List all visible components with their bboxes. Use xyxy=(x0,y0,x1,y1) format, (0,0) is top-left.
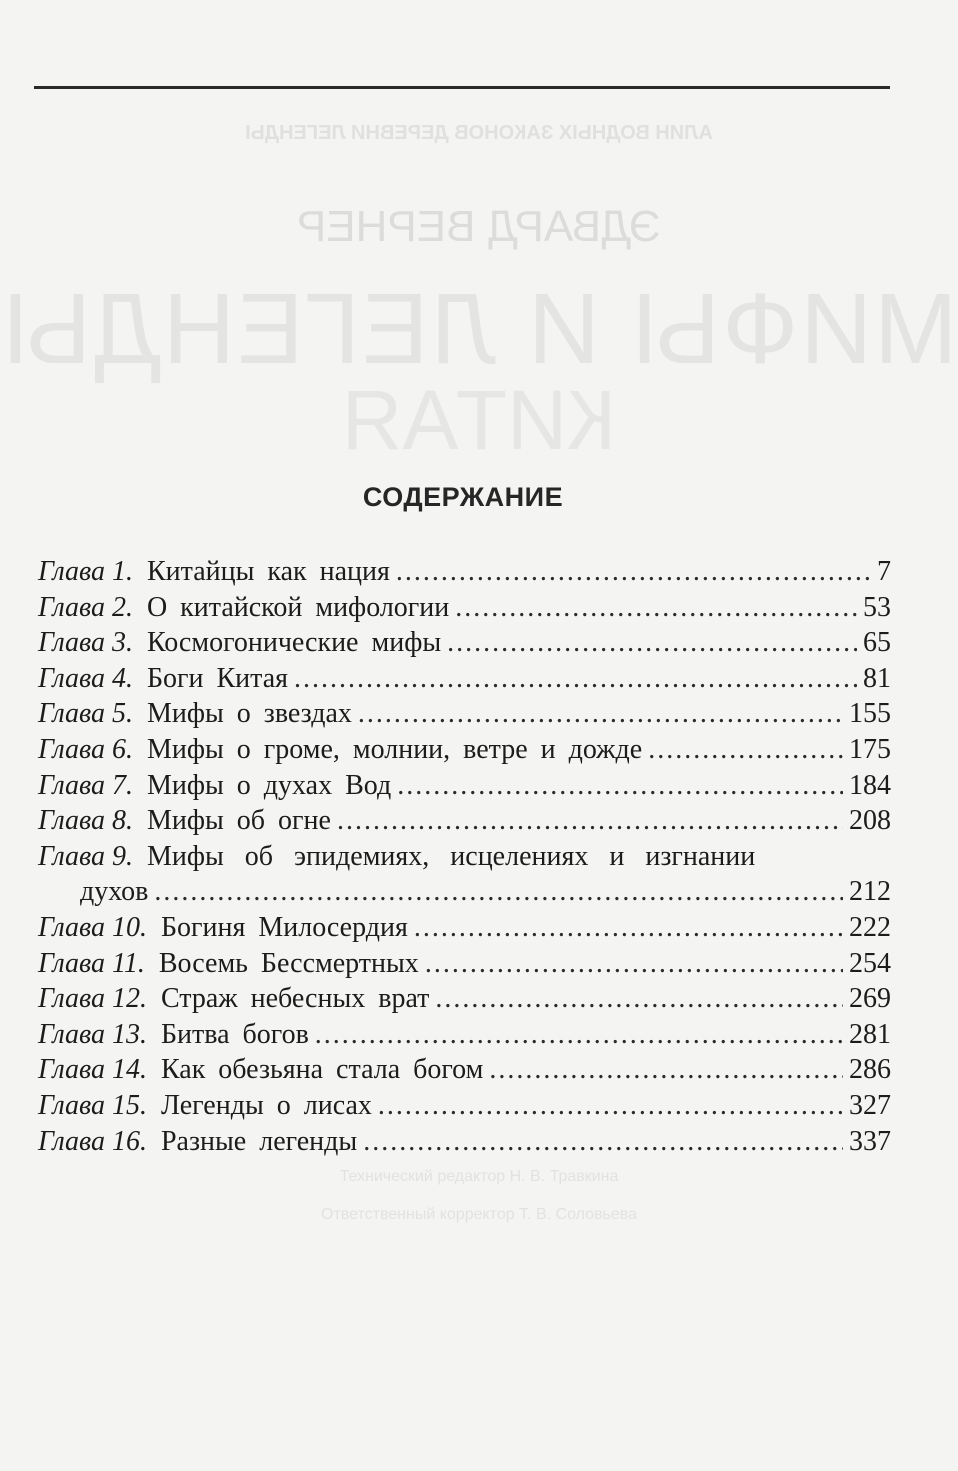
show-through-text: КИТАЯ xyxy=(341,373,617,467)
dot-leader xyxy=(489,1052,843,1088)
toc-entry[interactable] xyxy=(38,625,891,661)
page-number: 81 xyxy=(863,662,891,694)
dot-leader xyxy=(358,696,843,732)
chapter-title: Мифы об огне xyxy=(146,805,331,837)
dot-leader xyxy=(425,946,843,982)
toc-entry[interactable] xyxy=(38,554,891,590)
page-number: 155 xyxy=(849,698,891,730)
page-number: 269 xyxy=(849,983,891,1015)
dot-leader xyxy=(315,1017,843,1053)
toc-entry[interactable] xyxy=(38,910,891,946)
toc-entry-continuation[interactable] xyxy=(38,874,891,910)
show-through-text: ЭДВАРД ВЕРНЕР xyxy=(296,202,662,251)
page-number: 281 xyxy=(849,1018,891,1050)
page-number: 208 xyxy=(849,805,891,837)
top-rule xyxy=(34,86,890,89)
page-number: 222 xyxy=(849,911,891,943)
page-number: 184 xyxy=(849,769,891,801)
chapter-title: Китайцы как нация xyxy=(146,556,390,587)
toc-entry[interactable] xyxy=(38,696,891,732)
chapter-title: Мифы о громе, молнии, ветре и дожде xyxy=(146,733,643,765)
chapter-label: Глава 3. xyxy=(38,627,133,659)
show-through-text: Ответственный корректор Т. В. Соловьева xyxy=(321,1206,637,1223)
toc-entry[interactable] xyxy=(38,803,891,839)
chapter-label: Глава 10. xyxy=(38,911,147,943)
dot-leader xyxy=(414,910,843,946)
toc-heading: СОДЕРЖАНИЕ xyxy=(362,482,564,512)
chapter-label: Глава 8. xyxy=(38,805,133,837)
page-number: 327 xyxy=(849,1089,891,1121)
toc-entry[interactable] xyxy=(38,981,891,1017)
page-number: 212 xyxy=(849,876,891,908)
dot-leader xyxy=(648,732,843,768)
toc-entry[interactable] xyxy=(38,1052,891,1088)
show-through-text: Технический редактор Н. В. Травкина xyxy=(339,1168,619,1185)
dot-leader xyxy=(363,1124,843,1160)
chapter-title: Восемь Бессмертных xyxy=(158,947,419,979)
chapter-title: Битва богов xyxy=(160,1018,309,1050)
chapter-label: Глава 14. xyxy=(38,1054,147,1086)
dot-leader xyxy=(397,768,843,804)
chapter-title: Богиня Милосердия xyxy=(160,911,408,943)
chapter-title: Мифы об эпидемиях, исцелениях и изгнании xyxy=(146,840,756,872)
chapter-title: Легенды о лисах xyxy=(160,1089,372,1121)
chapter-label: Глава 13. xyxy=(38,1018,147,1050)
chapter-label: Глава 16. xyxy=(38,1125,147,1157)
toc-entry[interactable] xyxy=(38,1124,891,1160)
page-number: 53 xyxy=(863,591,891,623)
dot-leader xyxy=(435,981,843,1017)
toc-entry[interactable] xyxy=(38,946,891,982)
chapter-label: Глава 15. xyxy=(38,1089,147,1121)
dot-leader xyxy=(378,1088,843,1124)
chapter-label: Глава 4. xyxy=(38,662,133,694)
chapter-title-continuation: духов xyxy=(80,876,149,908)
chapter-label: Глава 2. xyxy=(38,591,133,623)
chapter-title: Космогонические мифы xyxy=(146,627,442,659)
page-number: 286 xyxy=(849,1054,891,1086)
dot-leader xyxy=(447,625,857,661)
toc-entry[interactable] xyxy=(38,732,891,768)
toc-entry[interactable] xyxy=(38,1088,891,1124)
chapter-title: Боги Китая xyxy=(146,662,289,694)
toc-entry[interactable] xyxy=(38,1017,891,1053)
chapter-label: Глава 1. xyxy=(38,556,133,587)
show-through-text: МИФЫ И ЛЕГЕНДЫ xyxy=(0,273,958,385)
chapter-label: Глава 5. xyxy=(38,698,133,730)
table-of-contents xyxy=(38,554,891,1159)
toc-entry[interactable] xyxy=(38,661,891,697)
toc-entry[interactable] xyxy=(38,768,891,804)
toc-entry[interactable] xyxy=(38,590,891,626)
page-number: 175 xyxy=(849,733,891,765)
chapter-title: Как обезьяна стала богом xyxy=(160,1054,484,1086)
show-through-text: АЛИН ВОДНЫХ ЗАКОНОВ ДЕРЕВНИ ЛЕГЕНДЫ xyxy=(245,122,713,144)
chapter-label: Глава 7. xyxy=(38,769,133,801)
dot-leader xyxy=(337,803,843,839)
chapter-title: Страж небесных врат xyxy=(160,983,430,1015)
page-number: 337 xyxy=(849,1125,891,1157)
chapter-title: Разные легенды xyxy=(160,1125,358,1157)
dot-leader xyxy=(396,554,871,590)
chapter-title: О китайской мифологии xyxy=(146,591,450,623)
chapter-label: Глава 6. xyxy=(38,733,133,765)
chapter-label: Глава 12. xyxy=(38,983,147,1015)
chapter-label: Глава 11. xyxy=(38,947,145,979)
dot-leader xyxy=(294,661,857,697)
chapter-title: Мифы о духах Вод xyxy=(146,769,392,801)
dot-leader xyxy=(154,874,843,910)
toc-entry[interactable] xyxy=(38,839,891,875)
page-number: 7 xyxy=(877,556,891,587)
page-number: 65 xyxy=(863,627,891,659)
chapter-title: Мифы о звездах xyxy=(146,698,352,730)
dot-leader xyxy=(455,590,857,626)
chapter-label: Глава 9. xyxy=(38,840,133,872)
page-number: 254 xyxy=(849,947,891,979)
